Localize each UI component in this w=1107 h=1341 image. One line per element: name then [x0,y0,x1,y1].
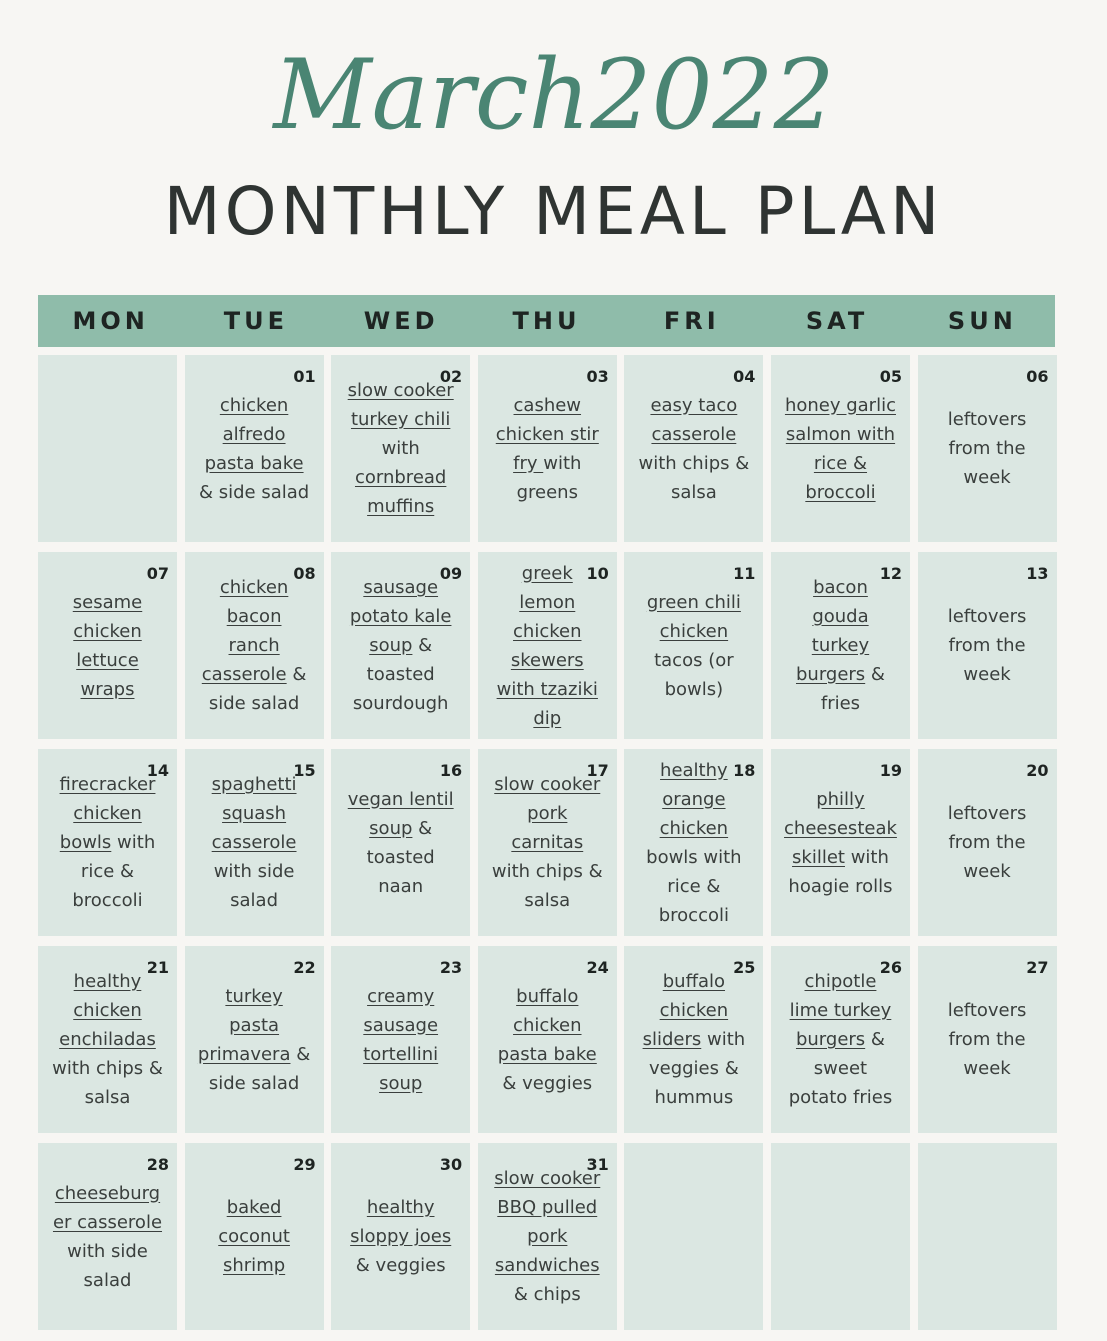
meal-line: & side salad [198,481,310,503]
meal-line: sweet [813,1058,868,1079]
recipe-link[interactable]: chicken [659,1000,729,1021]
day-cell-24 [478,946,617,1133]
meal-line: week [963,664,1011,685]
recipe-link[interactable]: healthy [73,971,142,992]
recipe-link[interactable]: chicken stir [495,423,599,445]
calendar-grid [38,355,1055,1330]
day-number: 29 [293,1155,316,1174]
recipe-link[interactable]: spaghetti [211,774,297,795]
recipe-link[interactable]: buffalo [662,971,726,992]
recipe-link[interactable]: sloppy joes [350,1226,452,1247]
recipe-link[interactable]: pork [527,1226,568,1247]
script-title-graphic [272,18,835,178]
recipe-link[interactable]: chicken [513,1014,582,1036]
meal-text [337,946,464,1133]
day-cell-14 [38,749,177,936]
recipe-link[interactable]: lime turkey [789,1000,892,1021]
day-cell-23 [331,946,470,1133]
day-cell-04 [624,355,763,542]
meal-line: bowls with [646,846,742,868]
meal-text [777,355,904,542]
meal-line: with [381,438,420,459]
recipe-link[interactable]: soup [379,1072,423,1094]
meal-line: veggies & [648,1058,739,1079]
recipe-link[interactable]: turkey chili [350,409,451,430]
recipe-link[interactable]: casserole [651,423,737,445]
meal-line: salad [83,1269,132,1291]
recipe-link[interactable]: enchiladas [59,1029,156,1050]
weekday-thu: THU [512,307,581,335]
meal-text [44,946,171,1133]
empty-day-cell [624,1143,763,1330]
recipe-link[interactable]: healthy [660,759,728,781]
meal-line: hummus [654,1087,734,1108]
meal-text [44,1143,171,1330]
recipe-link[interactable]: gouda [812,606,869,627]
day-number: 23 [439,958,463,977]
recipe-link[interactable]: cheesesteak [784,817,897,839]
meal-line: rice & [667,875,721,897]
recipe-link[interactable]: chicken [73,620,142,642]
meal-line-suffix: & [286,664,307,685]
meal-text [191,749,318,936]
meal-line: leftovers [947,803,1027,824]
day-number: 06 [1026,367,1049,386]
recipe-link[interactable]: soup [369,635,413,656]
meal-text [630,552,757,739]
meal-line-suffix: & [412,635,433,656]
meal-line: tacos (or [654,649,734,671]
meal-line: from the [948,1029,1026,1050]
recipe-link[interactable]: healthy [366,1197,435,1218]
meal-line: hoagie rolls [788,875,893,897]
recipe-link[interactable]: sausage [363,577,439,598]
recipe-link[interactable]: coconut [218,1226,290,1247]
meal-line: leftovers [947,606,1027,627]
recipe-link[interactable]: pasta [229,1014,280,1036]
recipe-link[interactable]: cornbread [354,467,447,488]
recipe-link[interactable]: pasta bake [497,1043,597,1065]
meal-line-suffix: & [412,817,433,839]
recipe-link[interactable]: green chili [646,591,741,613]
meal-text [630,946,757,1133]
meal-line: potato fries [788,1087,893,1108]
recipe-link[interactable]: baked [226,1197,282,1218]
day-cell-08 [185,552,324,739]
script-title-text: March2022 [272,39,835,151]
day-cell-21 [38,946,177,1133]
meal-line: salsa [84,1087,131,1108]
day-number: 11 [733,564,756,583]
empty-day-cell [38,355,177,542]
meal-text [484,355,611,542]
recipe-link[interactable]: turkey [811,635,870,656]
meal-line-suffix: with [701,1029,746,1050]
meal-line: broccoli [658,904,729,926]
weekday-fri: FRI [663,307,720,335]
day-number: 14 [146,761,169,780]
recipe-link[interactable]: creamy [367,985,435,1007]
day-cell-18 [624,749,763,936]
meal-text [924,552,1051,739]
day-number: 28 [146,1155,169,1174]
meal-line: fries [820,693,861,714]
meal-text [337,1143,464,1330]
recipe-link[interactable]: BBQ pulled [497,1197,598,1218]
meal-line: week [963,861,1011,882]
meal-line: toasted [366,846,435,868]
page-title: MONTHLY MEAL PLAN [163,173,944,250]
meal-line-suffix: & [290,1043,311,1065]
recipe-link[interactable]: potato kale [349,606,452,627]
day-number: 25 [733,958,756,977]
day-number: 04 [733,367,756,386]
day-cell-27 [918,946,1057,1133]
recipe-link[interactable]: primavera [197,1043,291,1065]
day-number: 02 [439,367,463,386]
recipe-link[interactable]: philly [816,788,865,810]
meal-text [191,1143,318,1330]
recipe-link[interactable]: burgers [795,664,866,685]
meal-text [337,552,464,739]
recipe-link[interactable]: honey garlic [784,394,896,416]
meal-line: with side [213,861,295,882]
recipe-link[interactable]: firecracker [59,774,156,795]
meal-line: & veggies [355,1255,446,1276]
day-number: 12 [879,564,902,583]
day-cell-30 [331,1143,470,1330]
recipe-link[interactable]: sausage [363,1014,439,1036]
recipe-link[interactable]: burgers [795,1029,866,1050]
recipe-link[interactable]: easy taco [650,394,738,416]
meal-line: side salad [208,693,300,714]
day-number: 26 [879,958,902,977]
recipe-link[interactable]: casserole [211,832,297,853]
meal-line: week [963,1058,1011,1079]
recipe-link[interactable]: shrimp [223,1255,286,1276]
recipe-link[interactable]: lemon [519,591,576,613]
weekday-sat: SAT [805,307,869,335]
day-cell-22 [185,946,324,1133]
day-cell-19 [771,749,910,936]
meal-text [924,355,1051,542]
meal-text [484,1143,611,1330]
meal-line-suffix: with [111,832,156,853]
meal-text [484,552,611,739]
meal-line: week [963,467,1011,488]
recipe-link[interactable]: muffins [367,496,435,517]
day-cell-07 [38,552,177,739]
recipe-link[interactable]: alfredo [222,423,286,445]
recipe-link[interactable]: bacon [813,577,868,598]
recipe-link[interactable]: wraps [80,678,135,700]
day-cell-29 [185,1143,324,1330]
recipe-link[interactable]: slow cooker [494,774,601,795]
meal-line: salsa [524,890,571,911]
recipe-link[interactable]: casserole [201,664,287,685]
meal-text [777,749,904,936]
weekday-wed: WED [363,307,439,335]
day-number: 27 [1026,958,1049,977]
meal-line: broccoli [72,890,143,911]
recipe-link[interactable]: sliders [642,1029,702,1050]
meal-text [777,552,904,739]
meal-text [484,946,611,1133]
day-number: 01 [293,367,316,386]
day-cell-13 [918,552,1057,739]
recipe-link[interactable]: soup [369,817,413,839]
meal-line: from the [948,832,1026,853]
meal-line: from the [948,635,1026,656]
meal-text [777,946,904,1133]
recipe-link[interactable]: sesame [72,591,143,613]
day-cell-17 [478,749,617,936]
day-cell-12 [771,552,910,739]
meal-line: with chips & [52,1058,163,1079]
recipe-link[interactable]: buffalo [516,985,579,1007]
day-number: 19 [879,761,902,780]
day-cell-15 [185,749,324,936]
weekday-mon: MON [72,307,149,335]
meal-text [484,749,611,936]
day-cell-31 [478,1143,617,1330]
day-cell-01 [185,355,324,542]
day-cell-02 [331,355,470,542]
meal-line: with chips & [638,452,750,474]
day-cell-03 [478,355,617,542]
recipe-link[interactable]: er casserole [52,1211,163,1233]
recipe-link[interactable]: pork [527,803,568,824]
meal-line: toasted [366,664,435,685]
recipe-link[interactable]: dip [533,707,562,729]
recipe-link[interactable]: skewers [510,649,584,671]
empty-day-cell [918,1143,1057,1330]
meal-line: with side [67,1240,148,1262]
recipe-link[interactable]: with tzaziki [496,678,598,700]
meal-line: leftovers [947,409,1027,430]
recipe-link[interactable]: carnitas [511,832,584,853]
day-number: 31 [586,1155,609,1174]
day-number: 10 [586,564,609,583]
meal-line-suffix: & [865,664,885,685]
meal-line: greens [516,481,578,503]
meal-text [337,355,464,542]
day-cell-25 [624,946,763,1133]
recipe-link[interactable]: bacon [226,606,282,627]
meal-line: side salad [208,1072,300,1094]
meal-text [191,355,318,542]
meal-line: & veggies [502,1072,593,1094]
recipe-link[interactable]: turkey [225,985,283,1007]
meal-line: rice & [80,861,135,882]
recipe-link[interactable]: broccoli [805,481,876,503]
recipe-link[interactable]: bowls [59,832,112,853]
meal-line: salad [230,890,279,911]
meal-line-suffix: & [865,1029,885,1050]
day-number: 05 [879,367,902,386]
meal-text [630,355,757,542]
recipe-link[interactable]: skillet [792,846,845,868]
recipe-link[interactable]: slow cooker [494,1168,601,1189]
recipe-link[interactable]: fry [513,452,544,474]
recipe-link[interactable]: chicken [659,620,729,642]
day-number: 22 [293,958,316,977]
weekday-header [38,295,1055,347]
recipe-link[interactable]: chipotle [804,971,877,992]
recipe-link[interactable]: chicken [219,394,289,416]
recipe-link[interactable]: chicken [219,577,289,598]
recipe-link[interactable]: orange [662,788,726,810]
weekday-sun: SUN [947,307,1017,335]
meal-line: from the [948,438,1026,459]
day-cell-11 [624,552,763,739]
recipe-link[interactable]: chicken [73,803,142,824]
day-number: 09 [439,564,463,583]
recipe-link[interactable]: greek [521,562,573,584]
day-number: 16 [439,761,463,780]
day-number: 24 [586,958,609,977]
day-number: 18 [733,761,756,780]
day-cell-05 [771,355,910,542]
meal-text [44,552,171,739]
recipe-link[interactable]: cashew [513,394,582,416]
day-number: 15 [293,761,316,780]
meal-line: salsa [670,481,717,503]
meal-line: leftovers [947,1000,1027,1021]
meal-text [191,552,318,739]
day-number: 21 [146,958,169,977]
day-number: 20 [1026,761,1049,780]
meal-text [44,749,171,936]
recipe-link[interactable]: sandwiches [494,1255,600,1276]
day-number: 07 [146,564,169,583]
meal-line: bowls) [664,678,724,700]
day-cell-06 [918,355,1057,542]
recipe-link[interactable]: lettuce [76,649,139,671]
recipe-link[interactable]: squash [222,803,287,824]
day-number: 08 [293,564,316,583]
recipe-link[interactable]: chicken [73,1000,142,1021]
meal-text [337,749,464,936]
day-number: 30 [439,1155,463,1174]
day-cell-28 [38,1143,177,1330]
meal-text [630,749,757,936]
meal-line: sourdough [352,693,449,714]
script-title [0,18,1107,178]
day-number: 17 [586,761,609,780]
recipe-link[interactable]: rice & [813,452,868,474]
meal-line: naan [378,875,424,897]
recipe-link[interactable]: pasta bake [204,452,304,474]
recipe-link[interactable]: chicken [659,817,729,839]
recipe-link[interactable]: salmon with [785,423,896,445]
meal-line: & chips [513,1284,581,1305]
recipe-link[interactable]: cheeseburg [54,1182,161,1204]
recipe-link[interactable]: vegan lentil [347,788,454,810]
day-number: 03 [586,367,609,386]
recipe-link[interactable]: ranch [228,635,280,656]
day-cell-09 [331,552,470,739]
empty-day-cell [771,1143,910,1330]
meal-line-suffix: with [844,846,889,868]
meal-text [924,946,1051,1133]
recipe-link[interactable]: tortellini [363,1043,439,1065]
meal-line-suffix: with [543,452,582,474]
recipe-link[interactable]: chicken [513,620,582,642]
meal-text [924,749,1051,936]
meal-line: with chips & [491,861,603,882]
day-cell-26 [771,946,910,1133]
recipe-link[interactable]: slow cooker [347,380,454,401]
meal-text [191,946,318,1133]
weekday-tue: TUE [223,307,289,335]
day-cell-10 [478,552,617,739]
day-cell-20 [918,749,1057,936]
day-number: 13 [1026,564,1049,583]
day-cell-16 [331,749,470,936]
